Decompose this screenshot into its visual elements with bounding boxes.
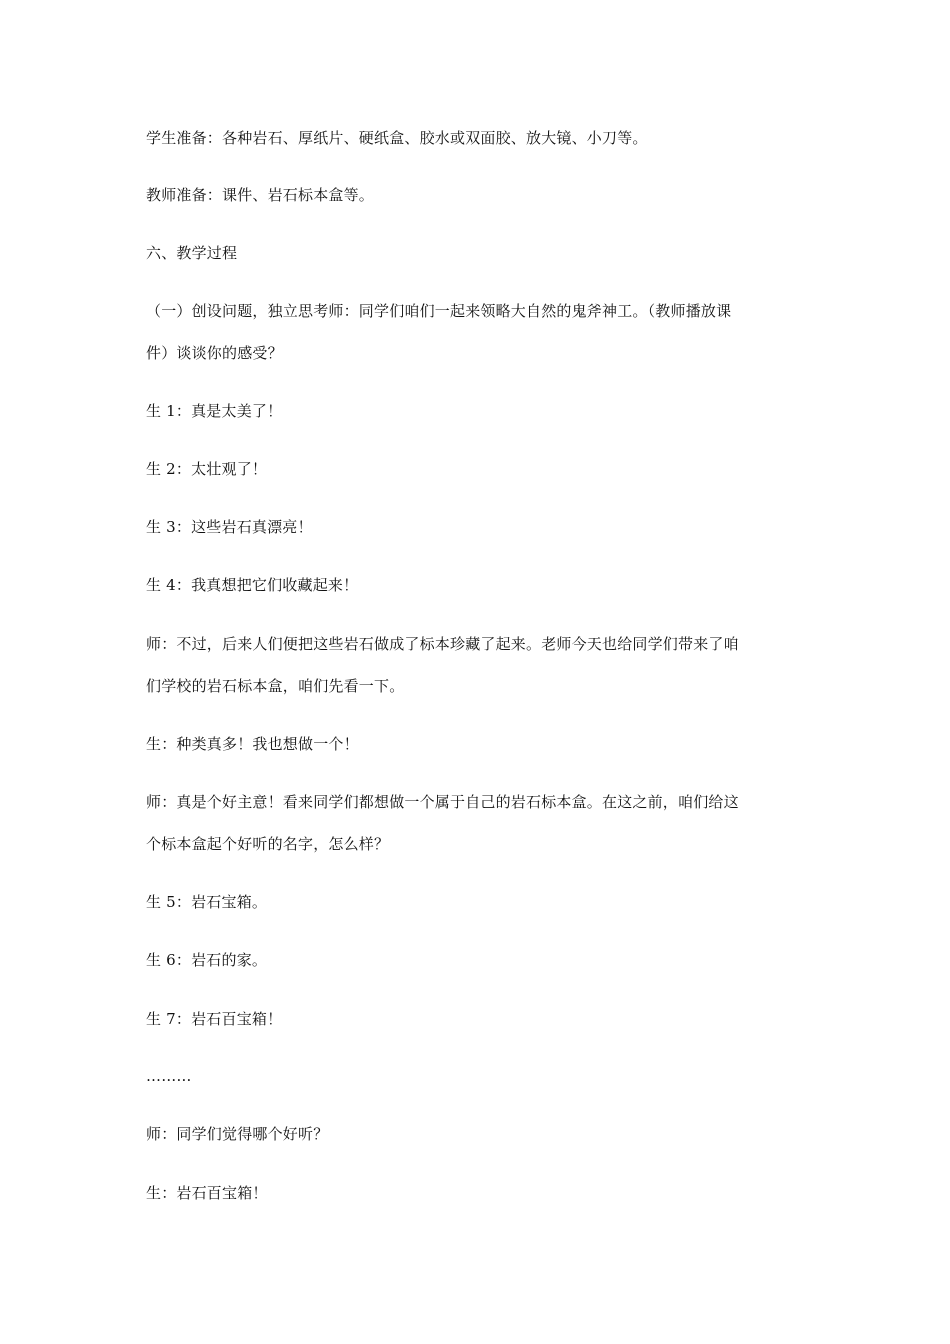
dialogue-line: 生 6：岩石的家。 bbox=[146, 951, 268, 969]
dialogue-line: 生：岩石百宝箱！ bbox=[146, 1184, 268, 1202]
dialogue-line: 生：种类真多！我也想做一个！ bbox=[146, 735, 359, 753]
paragraph-teacher-preparation: 教师准备：课件、岩石标本盒等。 bbox=[146, 186, 375, 204]
dialogue-line: 师：同学们觉得哪个好听？ bbox=[146, 1125, 329, 1143]
dialogue-line: 们学校的岩石标本盒，咱们先看一下。 bbox=[146, 677, 405, 695]
ellipsis-line: ……… bbox=[146, 1067, 192, 1085]
dialogue-line: 师：不过，后来人们便把这些岩石做成了标本珍藏了起来。老师今天也给同学们带来了咱 bbox=[146, 635, 739, 653]
dialogue-line: 生 7：岩石百宝箱！ bbox=[146, 1010, 283, 1028]
dialogue-line: 个标本盒起个好听的名字，怎么样？ bbox=[146, 835, 390, 853]
dialogue-line: 生 1：真是太美了！ bbox=[146, 402, 283, 420]
paragraph-line: 件）谈谈你的感受？ bbox=[146, 344, 283, 362]
paragraph-student-preparation: 学生准备：各种岩石、厚纸片、硬纸盒、胶水或双面胶、放大镜、小刀等。 bbox=[146, 129, 648, 147]
paragraph-line: （一）创设问题，独立思考师：同学们咱们一起来领略大自然的鬼斧神工。（教师播放课 bbox=[146, 302, 732, 320]
dialogue-line: 生 3：这些岩石真漂亮！ bbox=[146, 518, 313, 536]
dialogue-line: 生 5：岩石宝箱。 bbox=[146, 893, 268, 911]
dialogue-line: 生 2：太壮观了！ bbox=[146, 460, 268, 478]
section-heading-teaching-process: 六、教学过程 bbox=[146, 244, 238, 262]
dialogue-line: 师：真是个好主意！看来同学们都想做一个属于自己的岩石标本盒。在这之前，咱们给这 bbox=[146, 793, 739, 811]
dialogue-line: 生 4：我真想把它们收藏起来！ bbox=[146, 576, 359, 594]
